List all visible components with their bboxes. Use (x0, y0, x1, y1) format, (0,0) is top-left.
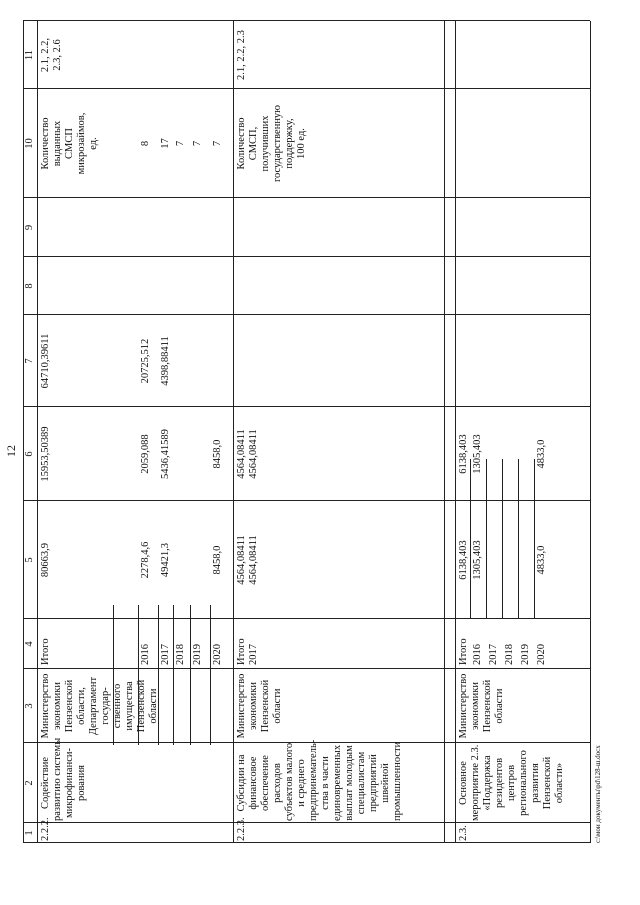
col-header-6: 6 (24, 451, 35, 457)
col-header-10: 10 (24, 138, 35, 149)
col-line (23, 314, 590, 315)
indicator-line: выданных (52, 120, 63, 167)
col-header-5: 5 (24, 557, 35, 563)
indicator-line: ед. (88, 137, 99, 150)
row-title-line: микрофинанси- (64, 748, 75, 818)
row-title-line: ства в части (320, 756, 331, 810)
year-line (518, 459, 519, 619)
row-title-line: предприятий (368, 754, 379, 812)
executor-line: имущества (124, 681, 135, 731)
executor-line: экономики (248, 682, 259, 730)
executor-line: ственного (112, 683, 123, 729)
col-header-1: 1 (24, 830, 35, 836)
row-title-line: развития (530, 763, 541, 803)
row-title-line: резидентов (494, 757, 505, 809)
executor-line: области (272, 688, 283, 724)
value-cell: 4833,0 (536, 439, 547, 469)
executor-line: Министерство (236, 673, 247, 739)
value-cell: 6138,403 (458, 540, 469, 580)
col-line (23, 822, 590, 823)
table-border-bottom (590, 21, 591, 843)
col-line (23, 256, 590, 257)
col-header-11: 11 (24, 49, 35, 61)
row-title-line: рования (76, 764, 87, 802)
indicator-line: Количество (40, 117, 51, 170)
year-cell: Итого (458, 638, 469, 665)
year-cell: 2018 (504, 644, 515, 665)
indicator-value: 7 (192, 140, 203, 147)
year-cell: 2019 (192, 644, 203, 665)
value-cell: 2278,4,6 (140, 541, 151, 579)
executor-line: Департамент (88, 676, 99, 736)
header-separator (37, 21, 38, 843)
year-cell: 2020 (536, 644, 547, 665)
indicator-value: 8 (140, 140, 151, 147)
indicator-line: СМСП, (248, 126, 259, 161)
executor-line: области (494, 688, 505, 724)
year-line (534, 459, 535, 619)
executor-line: Пензенской (260, 679, 271, 733)
value-cell: 4564,08411 (236, 429, 247, 479)
row-title-line: Содействие (40, 756, 51, 810)
year-cell: 2016 (140, 644, 151, 665)
row-title-line: развитию системы (52, 737, 63, 821)
indicator-value: 7 (175, 140, 186, 147)
row-title-line: Субсидии на (236, 754, 247, 812)
col-header-7: 7 (24, 358, 35, 364)
executor-line: Министерство (40, 673, 51, 739)
value-cell: 4398,88411 (160, 336, 171, 386)
year-cell: 2020 (212, 644, 223, 665)
indicator-value: 7 (212, 140, 223, 147)
row-title-line: специалистам (356, 751, 367, 815)
col-header-9: 9 (24, 224, 35, 231)
year-line (173, 605, 174, 745)
row-title-line: «Поддержка (482, 755, 493, 811)
tasks-line: 2.1, 2.2, (40, 37, 51, 73)
row-number: 2.2.3. (236, 817, 247, 841)
footer-file-path: c:\мои документы\pd\128-ш.docx (594, 745, 602, 843)
row-title-line: промышленности (392, 741, 403, 821)
value-cell: 8458,0 (212, 545, 223, 575)
value-cell: 64710,39611 (40, 333, 51, 389)
value-cell: 20725,512 (140, 338, 151, 384)
row-title-line: финансовое (248, 756, 259, 810)
executor-line: экономики (470, 682, 481, 730)
executor-line: Пензенской (64, 679, 75, 733)
row-title-line: и среднего (296, 759, 307, 807)
year-line (470, 459, 471, 619)
indicator-line: микрозаймов, (76, 112, 87, 175)
col-line (23, 618, 590, 619)
row-title-line: области» (554, 762, 565, 804)
row-title-line: единовременных (332, 744, 343, 821)
tasks-line: 2.3, 2.6 (52, 39, 63, 71)
page-number: 12 (4, 445, 18, 457)
value-cell: 2059,088 (140, 434, 151, 474)
year-cell: 2017 (488, 644, 499, 665)
year-cell: Итого (40, 638, 51, 665)
indicator-line: государственную (272, 104, 283, 183)
row-title-line: Пензенской (542, 756, 553, 810)
value-cell: 80663,9 (40, 542, 51, 578)
indicator-line: поддержку, (284, 118, 295, 169)
executor-line: государ- (100, 687, 111, 725)
value-cell: 1305,403 (472, 540, 483, 580)
value-cell: 4564,08411 (248, 535, 259, 585)
value-cell: 8458,0 (212, 439, 223, 469)
row-number: 2.3. (458, 825, 469, 841)
row-title-line: расходов (272, 763, 283, 803)
value-cell: 4564,08411 (248, 429, 259, 479)
row-title-line: обеспечение (260, 755, 271, 811)
row-title-line: центров (506, 764, 517, 802)
year-line (502, 459, 503, 619)
year-cell: 2019 (520, 644, 531, 665)
col-header-2: 2 (24, 780, 35, 786)
indicator-line: Количество (236, 117, 247, 170)
year-cell: 2017 (160, 644, 171, 665)
col-line (23, 406, 590, 407)
col-line (23, 500, 590, 501)
executor-line: Пензенской (136, 679, 147, 733)
row-title-line: Основное (458, 761, 469, 805)
executor-line: области (148, 688, 159, 724)
executor-line: экономики (52, 682, 63, 730)
row-title-line: предпринематель- (308, 739, 319, 821)
value-cell: 4833,0 (536, 545, 547, 575)
value-cell: 1305,403 (472, 434, 483, 474)
year-line (190, 605, 191, 745)
col-header-3: 3 (24, 703, 35, 709)
col-header-8: 8 (24, 283, 35, 289)
value-cell: 6138,403 (458, 434, 469, 474)
indicator-line: 100 ед. (296, 128, 307, 159)
year-cell: 2017 (248, 644, 259, 665)
year-cell: 2018 (175, 644, 186, 665)
row-title-line: мероприятие 2.3. (470, 744, 481, 821)
value-cell: 49421,3 (160, 542, 171, 578)
tasks-cell: 2.1, 2.2, 2.3 (236, 30, 247, 80)
value-cell: 15953,50389 (40, 426, 51, 482)
col-line (23, 20, 590, 21)
indicator-value: 17 (160, 138, 171, 149)
row-separator-2 (444, 21, 445, 843)
indicator-line: получивших (260, 115, 271, 172)
year-line (210, 605, 211, 745)
row-separator-1 (233, 21, 234, 843)
col-line (23, 842, 590, 843)
executor-line: Министерство (458, 673, 469, 739)
indicator-line: СМСП (64, 128, 75, 159)
row-separator-3 (455, 21, 456, 843)
value-cell: 4564,08411 (236, 535, 247, 585)
row-number: 2.2.2. (40, 817, 51, 841)
year-line (486, 459, 487, 619)
executor-line: области, (76, 687, 87, 725)
year-cell: 2016 (472, 644, 483, 665)
row-title-line: выплат молодым (344, 745, 355, 821)
row-title-line: швейной (380, 763, 391, 803)
row-title-line: субъектов малого (284, 742, 295, 821)
value-cell: 5436,41589 (160, 429, 171, 479)
row-title-line: регионального (518, 750, 529, 816)
year-cell: Итого (236, 638, 247, 665)
executor-line: Пензенской (482, 679, 493, 733)
col-header-4: 4 (24, 641, 35, 647)
